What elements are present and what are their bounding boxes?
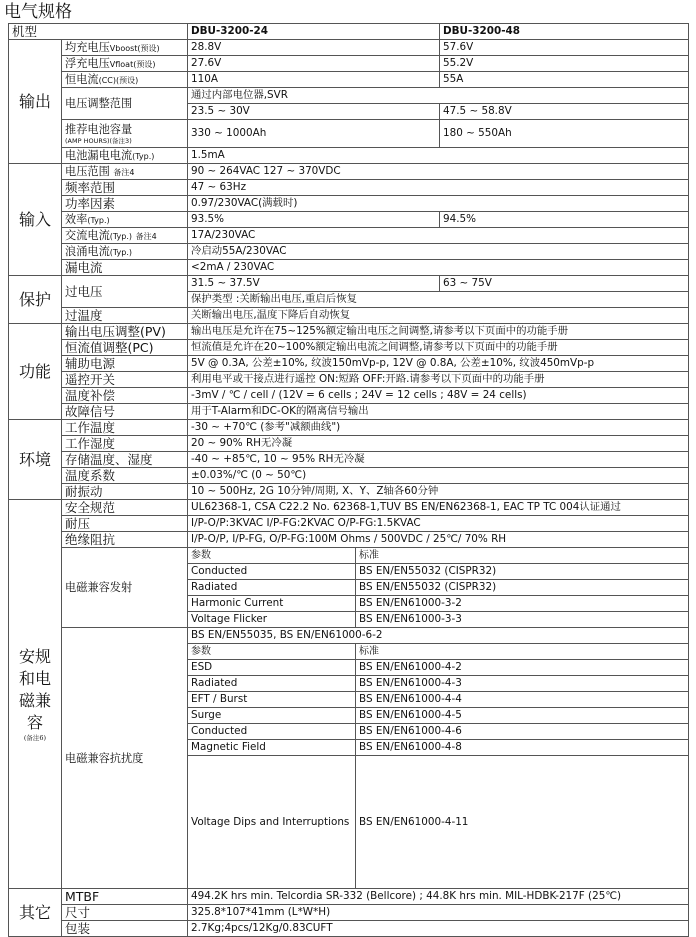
row-tcoef <box>9 468 689 484</box>
freq-label: 频率范围 <box>62 180 188 196</box>
row-vib <box>9 484 689 500</box>
header-row <box>9 24 689 40</box>
inrush-value: 冷启动55A/230VAC <box>188 244 689 260</box>
iso-value: I/P-O/P, I/P-FG, O/P-FG:100M Ohms / 500VDC / 25℃/ 70% RH <box>188 532 689 548</box>
ems-std: BS EN/EN55035, BS EN/EN61000-6-2 <box>188 628 689 644</box>
emi-param: Harmonic Current <box>188 596 356 612</box>
section-function: 功能 <box>9 324 62 420</box>
adj-label: 电压调整范围 <box>62 88 188 120</box>
row-float <box>9 56 689 72</box>
ems-std-ref: BS EN/EN61000-4-3 <box>356 676 689 692</box>
cap-label: 推荐电池容量 (AMP HOURS)(备注3) <box>62 120 188 148</box>
fault-value: 用于T-Alarm和DC-OK的隔离信号输出 <box>188 404 689 420</box>
remote-label: 遥控开关 <box>62 372 188 388</box>
ems-param: EFT / Burst <box>188 692 356 708</box>
pc-value: 恒流值是允许在20~100%额定输出电流之间调整,请参考以下页面中的功能手册 <box>188 340 689 356</box>
emi-param: Voltage Flicker <box>188 612 356 628</box>
ov-type: 保护类型 :关断输出电压,重启后恢复 <box>188 292 689 308</box>
vrange-value: 90 ~ 264VAC 127 ~ 370VDC <box>188 164 689 180</box>
section-safety: 安规和电磁兼容 (备注6) <box>9 500 62 889</box>
emi-param: Radiated <box>188 580 356 596</box>
pack-label: 包装 <box>62 921 188 937</box>
tcoef-label: 温度系数 <box>62 468 188 484</box>
leak-value: 1.5mA <box>188 148 689 164</box>
cap-v2: 180 ~ 550Ah <box>440 120 689 148</box>
row-leakage <box>9 260 689 276</box>
section-input: 输入 <box>9 164 62 276</box>
row-wtemp <box>9 420 689 436</box>
ov-v2: 63 ~ 75V <box>440 276 689 292</box>
row-ac <box>9 228 689 244</box>
leakage-label: 漏电流 <box>62 260 188 276</box>
row-ot <box>9 308 689 324</box>
ems-param: ESD <box>188 660 356 676</box>
ems-param: Conducted <box>188 724 356 740</box>
tcoef-value: ±0.03%/℃ (0 ~ 50℃) <box>188 468 689 484</box>
row-cc <box>9 72 689 88</box>
cap-v1: 330 ~ 1000Ah <box>188 120 440 148</box>
row-iso <box>9 532 689 548</box>
row-ov <box>9 276 689 292</box>
boost-label: 均充电压Vboost(预设) <box>62 40 188 56</box>
emi-std: BS EN/EN61000-3-2 <box>356 596 689 612</box>
row-leak <box>9 148 689 164</box>
row-pv <box>9 324 689 340</box>
leak-label: 电池漏电电流(Typ.) <box>62 148 188 164</box>
row-cap <box>9 120 689 148</box>
dim-value: 325.8*107*41mm (L*W*H) <box>188 905 689 921</box>
row-adj <box>9 88 689 104</box>
ems-std-ref: BS EN/EN61000-4-2 <box>356 660 689 676</box>
section-output: 输出 <box>9 40 62 164</box>
cc-v2: 55A <box>440 72 689 88</box>
row-aux <box>9 356 689 372</box>
boost-v1: 28.8V <box>188 40 440 56</box>
mtbf-label: MTBF <box>62 889 188 905</box>
row-dim <box>9 905 689 921</box>
ems-param: Surge <box>188 708 356 724</box>
model-label: 机型 <box>9 24 188 40</box>
row-mtbf <box>9 889 689 905</box>
wtemp-value: -30 ~ +70℃ (参考"减额曲线") <box>188 420 689 436</box>
eff-v1: 93.5% <box>188 212 440 228</box>
leakage-value: <2mA / 230VAC <box>188 260 689 276</box>
aux-value: 5V @ 0.3A, 公差±10%, 纹波150mVp-p, 12V @ 0.8A, 公差±10%, 纹波450mVp-p <box>188 356 689 372</box>
emi-head-std: 标准 <box>356 548 689 564</box>
pv-value: 输出电压是允许在75~125%额定输出电压之间调整,请参考以下页面中的功能手册 <box>188 324 689 340</box>
cc-v1: 110A <box>188 72 440 88</box>
row-eff <box>9 212 689 228</box>
fault-label: 故障信号 <box>62 404 188 420</box>
ems-std-ref: BS EN/EN61000-4-6 <box>356 724 689 740</box>
ac-value: 17A/230VAC <box>188 228 689 244</box>
eff-label: 效率(Typ.) <box>62 212 188 228</box>
float-label: 浮充电压Vfloat(预设) <box>62 56 188 72</box>
eff-v2: 94.5% <box>440 212 689 228</box>
row-pc <box>9 340 689 356</box>
row-boost <box>9 40 689 56</box>
emi-std: BS EN/EN55032 (CISPR32) <box>356 564 689 580</box>
ems-std-ref: BS EN/EN61000-4-11 <box>356 756 689 889</box>
ac-label: 交流电流(Typ.) 备注4 <box>62 228 188 244</box>
ot-label: 过温度 <box>62 308 188 324</box>
mtbf-value: 494.2K hrs min. Telcordia SR-332 (Bellcore) ; 44.8K hrs min. MIL-HDBK-217F (25℃) <box>188 889 689 905</box>
adj-method: 通过内部电位器,SVR <box>188 88 689 104</box>
storage-value: -40 ~ +85℃, 10 ~ 95% RH无冷凝 <box>188 452 689 468</box>
pack-value: 2.7Kg;4pcs/12Kg/0.83CUFT <box>188 921 689 937</box>
row-safety-std <box>9 500 689 516</box>
pf-value: 0.97/230VAC(满载时) <box>188 196 689 212</box>
section-others: 其它 <box>9 889 62 937</box>
ems-head-param: 参数 <box>188 644 356 660</box>
adj-v2: 47.5 ~ 58.8V <box>440 104 689 120</box>
ems-param: Voltage Dips and Interruptions <box>188 756 356 889</box>
emi-label: 电磁兼容发射 <box>62 548 188 628</box>
row-remote <box>9 372 689 388</box>
tcomp-value: -3mV / ℃ / cell / (12V = 6 cells ; 24V = 12 cells ; 48V = 24 cells) <box>188 388 689 404</box>
remote-value: 利用电平或干接点进行遥控 ON:短路 OFF:开路.请参考以下页面中的功能手册 <box>188 372 689 388</box>
ems-std-row <box>9 628 689 644</box>
emi-std: BS EN/EN61000-3-3 <box>356 612 689 628</box>
inrush-label: 浪涌电流(Typ.) <box>62 244 188 260</box>
model-2: DBU-3200-48 <box>440 24 689 40</box>
freq-value: 47 ~ 63Hz <box>188 180 689 196</box>
ems-std-ref: BS EN/EN61000-4-5 <box>356 708 689 724</box>
ems-label: 电磁兼容抗扰度 <box>62 628 188 889</box>
vrange-label: 电压范围 备注4 <box>62 164 188 180</box>
dim-label: 尺寸 <box>62 905 188 921</box>
whum-value: 20 ~ 90% RH无冷凝 <box>188 436 689 452</box>
storage-label: 存储温度、湿度 <box>62 452 188 468</box>
emi-param: Conducted <box>188 564 356 580</box>
safety-std-value: UL62368-1, CSA C22.2 No. 62368-1,TUV BS EN/EN62368-1, EAC TP TC 004认证通过 <box>188 500 689 516</box>
row-tcomp <box>9 388 689 404</box>
ems-std-ref: BS EN/EN61000-4-8 <box>356 740 689 756</box>
pf-label: 功率因素 <box>62 196 188 212</box>
ems-head-std: 标准 <box>356 644 689 660</box>
section-environment: 环境 <box>9 420 62 500</box>
aux-label: 辅助电源 <box>62 356 188 372</box>
vib-label: 耐振动 <box>62 484 188 500</box>
row-storage <box>9 452 689 468</box>
adj-v1: 23.5 ~ 30V <box>188 104 440 120</box>
ems-std-ref: BS EN/EN61000-4-4 <box>356 692 689 708</box>
row-freq <box>9 180 689 196</box>
withstand-label: 耐压 <box>62 516 188 532</box>
spec-table <box>8 23 689 937</box>
row-pack <box>9 921 689 937</box>
row-withstand <box>9 516 689 532</box>
float-v2: 55.2V <box>440 56 689 72</box>
iso-label: 绝缘阻抗 <box>62 532 188 548</box>
row-pf <box>9 196 689 212</box>
row-inrush <box>9 244 689 260</box>
emi-head-param: 参数 <box>188 548 356 564</box>
wtemp-label: 工作温度 <box>62 420 188 436</box>
tcomp-label: 温度补偿 <box>62 388 188 404</box>
withstand-value: I/P-O/P:3KVAC I/P-FG:2KVAC O/P-FG:1.5KVAC <box>188 516 689 532</box>
emi-std: BS EN/EN55032 (CISPR32) <box>356 580 689 596</box>
emi-head-row <box>9 548 689 564</box>
cc-label: 恒电流(CC)(预设) <box>62 72 188 88</box>
row-fault <box>9 404 689 420</box>
ems-param: Radiated <box>188 676 356 692</box>
pc-label: 恒流值调整(PC) <box>62 340 188 356</box>
page-title: 电气规格 <box>4 2 72 22</box>
ems-param: Magnetic Field <box>188 740 356 756</box>
model-1: DBU-3200-24 <box>188 24 440 40</box>
whum-label: 工作湿度 <box>62 436 188 452</box>
row-vrange <box>9 164 689 180</box>
float-v1: 27.6V <box>188 56 440 72</box>
ot-value: 关断输出电压,温度下降后自动恢复 <box>188 308 689 324</box>
safety-std-label: 安全规范 <box>62 500 188 516</box>
ov-label: 过电压 <box>62 276 188 308</box>
pv-label: 输出电压调整(PV) <box>62 324 188 340</box>
ov-v1: 31.5 ~ 37.5V <box>188 276 440 292</box>
boost-v2: 57.6V <box>440 40 689 56</box>
row-whum <box>9 436 689 452</box>
section-protection: 保护 <box>9 276 62 324</box>
vib-value: 10 ~ 500Hz, 2G 10分钟/周期, X、Y、Z轴各60分钟 <box>188 484 689 500</box>
